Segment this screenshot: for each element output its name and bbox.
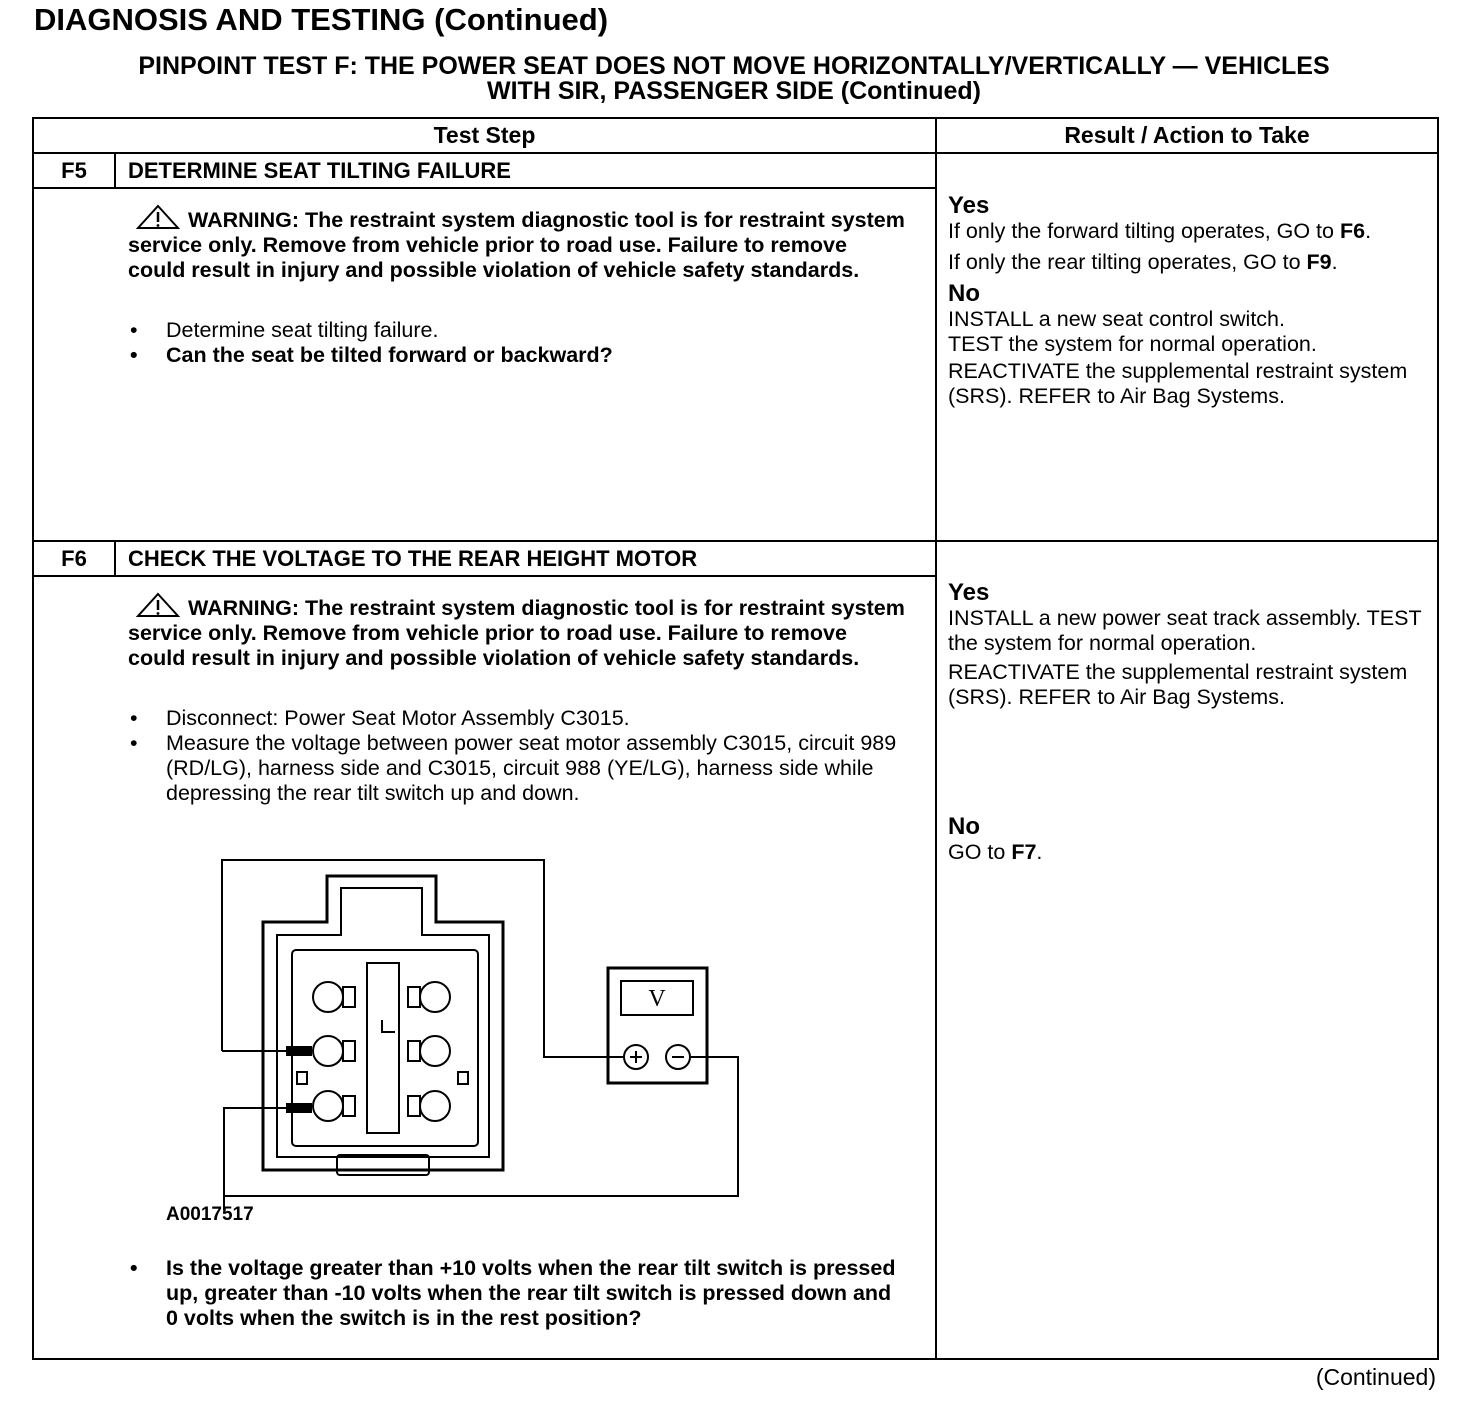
warning-triangle-icon — [136, 592, 180, 618]
warning-f6 — [128, 592, 908, 671]
step-title-f6: CHECK THE VOLTAGE TO THE REAR HEIGHT MOTOR — [128, 546, 698, 571]
no-label: No — [948, 280, 980, 307]
result-f6 — [948, 580, 1434, 710]
test-title-line2: WITH SIR, PASSENGER SIDE (Continued) — [487, 77, 981, 105]
page-title: DIAGNOSIS AND TESTING (Continued) — [34, 2, 609, 37]
no-label: No — [948, 813, 980, 840]
bullet-f6-1: • Disconnect: Power Seat Motor Assembly C3015. — [130, 706, 630, 730]
bullet-f6-3: • Is the voltage greater than +10 volts when the rear tilt switch is pressed up, greater than -10 volts when the rear tilt switch is pressed down and 0 volts when the switch is in the rest position? — [130, 1256, 896, 1330]
pinpoint-test-title — [34, 54, 1434, 104]
continued-footer: (Continued) — [1315, 1364, 1436, 1390]
header-test-step: Test Step — [433, 122, 536, 148]
figure-caption: A0017517 — [166, 1204, 254, 1225]
yes-action-1: INSTALL a new power seat track assembly. TEST the system for normal operation. — [948, 606, 1422, 655]
no-action-1: INSTALL a new seat control switch. — [948, 307, 1285, 331]
warning-triangle-icon — [136, 204, 180, 230]
bullet-f5-2: • Can the seat be tilted forward or backward? — [130, 343, 613, 367]
bullet-f6-2: • Measure the voltage between power seat motor assembly C3015, circuit 989 (RD/LG), harness side and C3015, circuit 988 (YE/LG), harness side while depressing the rear tilt switch up and down. — [130, 731, 897, 805]
header-result-action: Result / Action to Take — [1064, 122, 1310, 148]
warning-f5 — [128, 204, 908, 283]
yes-label: Yes — [948, 579, 990, 606]
yes-label: Yes — [948, 192, 990, 219]
result-f5 — [948, 193, 1434, 409]
step-number-f6: F6 — [61, 546, 87, 571]
yes-action-2: REACTIVATE the supplemental restraint system (SRS). REFER to Air Bag Systems. — [948, 660, 1408, 709]
step-number-f5: F5 — [61, 158, 87, 183]
voltmeter-label: V — [648, 986, 666, 1012]
no-action-3: REACTIVATE the supplemental restraint system (SRS). REFER to Air Bag Systems. — [948, 359, 1408, 408]
yes-action-2: If only the rear tilting operates, GO to F9. — [948, 250, 1338, 274]
result-f6-no — [948, 814, 1434, 865]
bullet-f5-1: • Determine seat tilting failure. — [130, 318, 439, 342]
no-action-1: GO to F7. — [948, 840, 1043, 864]
step-title-f5: DETERMINE SEAT TILTING FAILURE — [128, 158, 511, 183]
yes-action-1: If only the forward tilting operates, GO to F6. — [948, 219, 1372, 243]
connector-voltmeter-diagram — [210, 850, 750, 1210]
warning-text: WARNING: The restraint system diagnostic tool is for restraint system service only. Remove from vehicle prior to road use. Failure to remove could result in injury and possible violation of vehicle safety standards. — [128, 208, 905, 282]
test-title-line1: PINPOINT TEST F: THE POWER SEAT DOES NOT MOVE HORIZONTALLY/VERTICALLY — VEHICLES — [138, 52, 1330, 80]
warning-text: WARNING: The restraint system diagnostic tool is for restraint system service only. Remove from vehicle prior to road use. Failure to remove could result in injury and possible violation of vehicle safety standards. — [128, 596, 905, 670]
no-action-2: TEST the system for normal operation. — [948, 332, 1317, 356]
